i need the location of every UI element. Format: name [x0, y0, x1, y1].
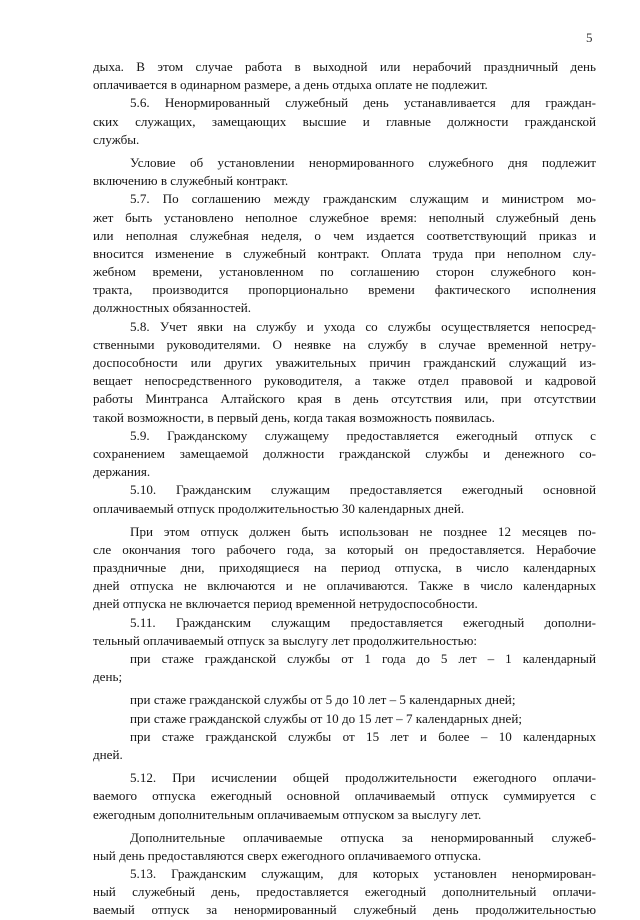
text-line: сохранением замещаемой должности гражданской службы и денежного со- [93, 445, 596, 461]
text-line: такой возможности, в первый день, когда такая возможность появилась. [93, 409, 495, 425]
text-line: ских служащих, замещающих высшие и главные должности гражданской [93, 113, 596, 129]
text-line: при стаже гражданской службы от 1 года до 5 лет – 1 календарный [130, 651, 596, 666]
page-number: 5 [586, 30, 593, 45]
text-line: 5.6. Ненормированный служебный день устанавливается для граждан- [130, 95, 596, 111]
text-line: ственными руководителями. О неявке на службу в случае временной нетру- [93, 336, 596, 352]
text-line: или неполная служебная неделя, о чем издается соответствующий приказ и [93, 227, 596, 243]
text-line: ваемого отпуска ежегодный основной оплачиваемый отпуск суммируется с [93, 788, 596, 804]
text-line: при стаже гражданской службы от 5 до 10 лет – 5 календарных дней; [130, 692, 516, 708]
text-line: ный день предоставляются сверх ежегодного оплачиваемого отпуска. [93, 847, 482, 863]
text-line: должностных обязанностей. [93, 300, 252, 316]
text-line: ваемый отпуск за ненормированный служебный день продолжительностью [93, 902, 596, 918]
text-line: сле окончания того рабочего года, за который он предоставляется. Нерабочие [93, 541, 596, 557]
text-line: жебном времени, установленном по соглашению сторон служебного кон- [93, 264, 596, 280]
text-line: службы. [93, 131, 140, 147]
text-line: оплачивается в одинарном размере, а день отдыха оплате не подлежит. [93, 77, 488, 93]
text-line: тракта, производится пропорционально времени фактического исполнения [93, 282, 596, 298]
text-line: праздничные дни, приходящиеся на период отпуска, в число календарных [93, 560, 596, 576]
text-line: Условие об установлении ненормированного служебного дня подлежит [130, 154, 596, 170]
text-line: ежегодным дополнительным оплачиваемым отпуском за выслугу лет. [93, 806, 482, 822]
text-line: дыха. В этом случае работа в выходной или нерабочий праздничный день [93, 59, 596, 74]
text-line: жет быть установлено неполное служебное время: неполный служебный день [93, 209, 596, 225]
text-line: оплачиваемый отпуск продолжительностью 30 календарных дней. [93, 500, 465, 516]
text-line: 5.11. Гражданским служащим предоставляется ежегодный дополни- [130, 614, 596, 630]
text-line: тельный оплачиваемый отпуск за выслугу лет продолжительностью: [93, 632, 478, 648]
text-line: при стаже гражданской службы от 15 лет и более – 10 календарных [130, 728, 596, 744]
document-body [93, 58, 596, 920]
text-line: 5.7. По соглашению между гражданским служащим и министром мо- [130, 191, 596, 207]
text-line: При этом отпуск должен быть использован не позднее 12 месяцев по- [130, 523, 596, 539]
text-line: дней отпуска не включаются и не оплачиваются. Также в число календарных [93, 578, 596, 594]
text-line: день; [93, 669, 123, 685]
text-line: доспособности или других уважительных причин гражданский служащий из- [93, 355, 596, 370]
text-line: 5.8. Учет явки на службу и ухода со службы осуществляется непосред- [130, 318, 596, 334]
text-line: 5.13. Гражданским служащим, для которых установлен ненормирован- [130, 866, 596, 882]
text-line: вещает непосредственного руководителя, а также отдел правовой и кадровой [93, 373, 596, 389]
text-line: работы Минтранса Алтайского края в день отсутствия или, при отсутствии [93, 391, 596, 407]
text-line: дней отпуска не включается период временной нетрудоспособности. [93, 596, 478, 612]
text-line: вносится изменение в служебный контракт. Оплата труда при неполном слу- [93, 245, 596, 261]
text-line: ный служебный день, предоставляется ежегодный дополнительный оплачи- [93, 884, 596, 900]
text-line: 5.9. Гражданскому служащему предоставляется ежегодный отпуск с [130, 427, 596, 443]
text-line: 5.12. При исчислении общей продолжительности ежегодного оплачи- [130, 770, 596, 786]
text-line: дней. [93, 746, 123, 762]
text-line: включению в служебный контракт. [93, 173, 289, 189]
text-line: держания. [93, 464, 151, 480]
text-line: 5.10. Гражданским служащим предоставляется ежегодный основной [130, 482, 596, 498]
text-line: при стаже гражданской службы от 10 до 15 лет – 7 календарных дней; [130, 710, 522, 726]
text-line: Дополнительные оплачиваемые отпуска за ненормированный служеб- [130, 829, 596, 845]
